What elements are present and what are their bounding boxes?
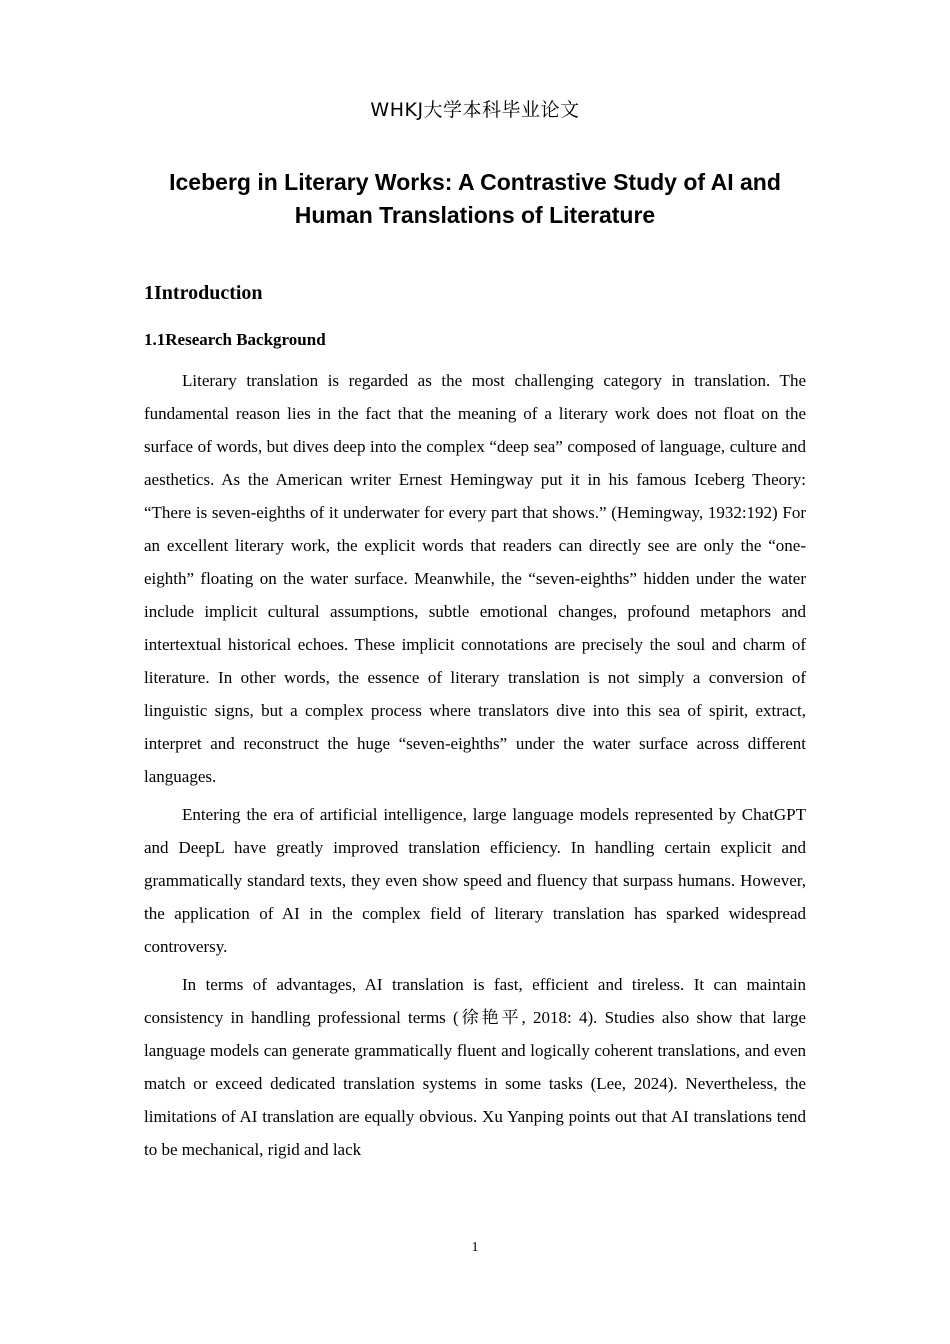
paper-title: Iceberg in Literary Works: A Contrastive Study of AI and Human Translations of Literature xyxy=(169,169,781,228)
paragraph: In terms of advantages, AI translation is fast, efficient and tireless. It can maintain consistency in handling professional terms (徐艳平, 2018: 4). Studies also show that large language models can generate grammatically fluent and logically coherent translations, and even match or exceed dedicated translation systems in some tasks (Lee, 2024). Nevertheless, the limitations of AI translation are equally obvious. Xu Yanping points out that AI translations tend to be mechanical, rigid and lack xyxy=(144,975,806,1159)
section-heading: 1Introduction xyxy=(144,282,263,304)
subsection-heading: 1.1Research Background xyxy=(144,330,326,349)
body-content xyxy=(144,278,806,1171)
page-number: 1 xyxy=(471,1240,479,1255)
paragraph: Entering the era of artificial intelligence, large language models represented by ChatGPT and DeepL have greatly improved translation efficiency. In handling certain explicit and grammatically standard texts, they even show speed and fluency that surpass humans. However, the application of AI in the complex field of literary translation has sparked widespread controversy. xyxy=(144,805,806,956)
running-header: WHKJ大学本科毕业论文 xyxy=(370,99,580,121)
paragraph: Literary translation is regarded as the most challenging category in translation. The fundamental reason lies in the fact that the meaning of a literary work does not float on the surface of words, but dives deep into the complex “deep sea” composed of language, culture and aesthetics. As the American writer Ernest Hemingway put it in his famous Iceberg Theory: “There is seven-eighths of it underwater for every part that shows.” (Hemingway, 1932:192) For an excellent literary work, the explicit words that readers can directly see are only the “one-eighth” floating on the water surface. Meanwhile, the “seven-eighths” hidden under the water include implicit cultural assumptions, subtle emotional changes, profound metaphors and intertextual historical echoes. These implicit connotations are precisely the soul and charm of literature. In other words, the essence of literary translation is not simply a conversion of linguistic signs, but a complex process where translators dive into this sea of spirit, extract, interpret and reconstruct the huge “seven-eighths” under the water surface across different languages. xyxy=(144,371,806,786)
